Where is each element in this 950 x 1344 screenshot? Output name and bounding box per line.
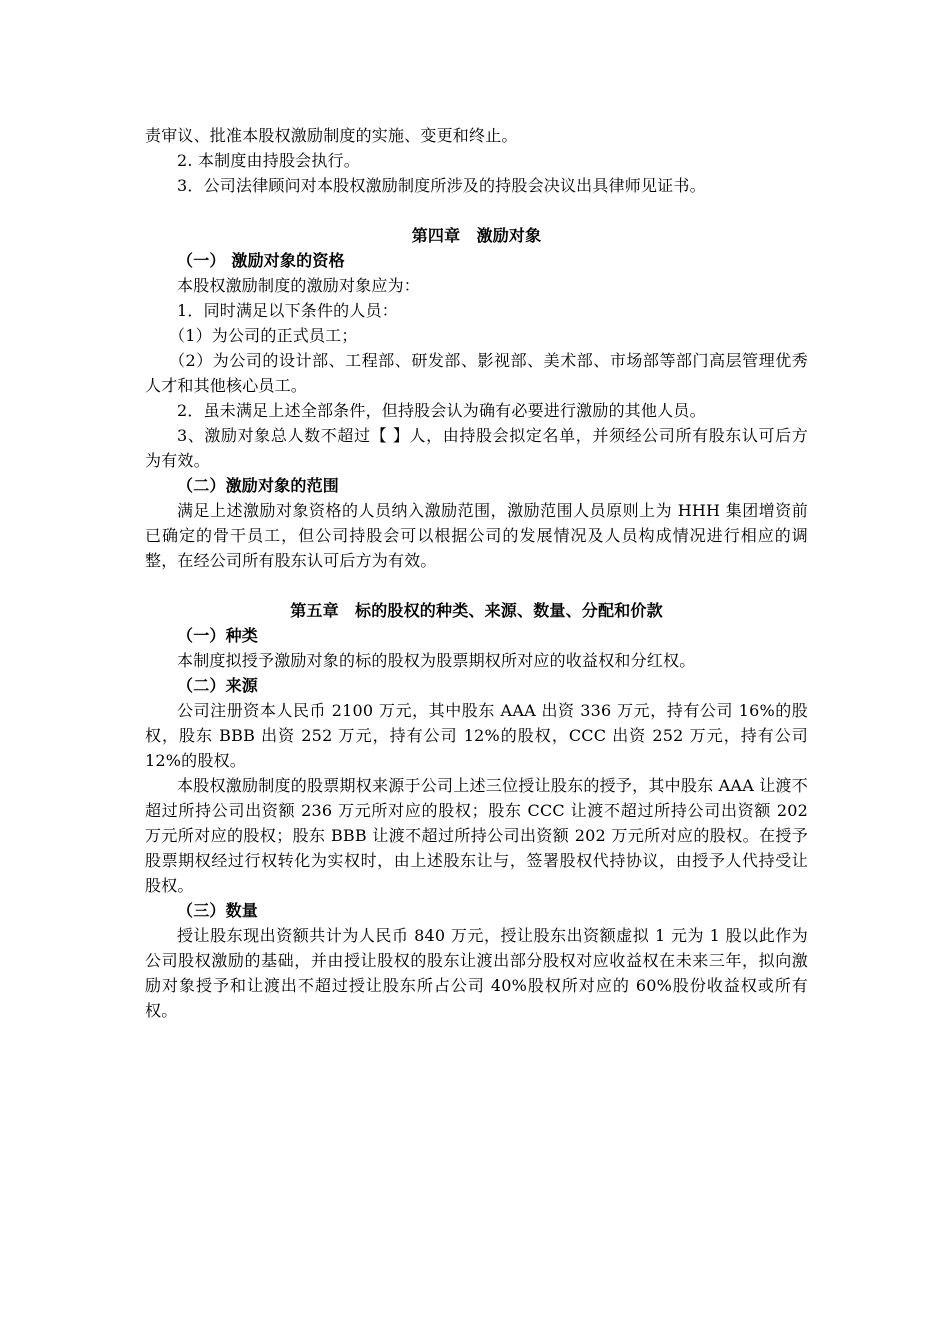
spacer	[145, 573, 808, 598]
chapter-5-title: 第五章 标的股权的种类、来源、数量、分配和价款	[290, 601, 663, 620]
section-heading-quantity: （三）数量	[177, 901, 259, 920]
paragraph-item-3: 3．公司法律顾问对本股权激励制度所涉及的持股会决议出具律师见证书。	[177, 176, 706, 195]
document-page	[145, 123, 808, 1023]
paragraph-scope: 满足上述激励对象资格的人员纳入激励范围，激励范围人员原则上为 HHH 集团增资前已确定的骨干员工，但公司持股会可以根据公司的发展情况及人员构成情况进行相应的调整，在经公司所有股东认可后方为有效。	[145, 501, 808, 570]
paragraph-condition-1: 1．同时满足以下条件的人员：	[177, 301, 398, 320]
paragraph-option-source: 本股权激励制度的股票期权来源于公司上述三位授让股东的授予，其中股东 AAA 让渡不超过所持公司出资额 236 万元所对应的股权；股东 CCC 让渡不超过所持公司出资额 202 万元所对应的股权；股东 BBB 让渡不超过所持公司出资额 202 万元所对应的股权。在授予股票期权经过行权转化为实权时，由上述股东让与，签署股权代持协议，由授予人代持受让股权。	[145, 776, 808, 895]
paragraph-quantity: 授让股东现出资额共计为人民币 840 万元，授让股东出资额虚拟 1 元为 1 股以此作为公司股权激励的基础，并由授让股权的股东让渡出部分股权对应收益权在未来三年，拟向激励对象授予和让渡出不超过授让股东所占公司 40%股权所对应的 60%股份收益权或所有权。	[145, 926, 808, 1020]
paragraph-continuation: 责审议、批准本股权激励制度的实施、变更和终止。	[145, 126, 518, 145]
paragraph-condition-2: 2．虽未满足上述全部条件，但持股会认为确有必要进行激励的其他人员。	[177, 401, 706, 420]
paragraph-condition-3: 3、激励对象总人数不超过【 】人，由持股会拟定名单，并须经公司所有股东认可后方为有效。	[145, 426, 808, 470]
paragraph-condition-1-2: （2）为公司的设计部、工程部、研发部、影视部、美术部、市场部等部门高层管理优秀人才和其他核心员工。	[145, 351, 808, 395]
paragraph-condition-1-1: （1）为公司的正式员工；	[169, 326, 358, 345]
paragraph-intro: 本股权激励制度的激励对象应为：	[177, 276, 421, 295]
section-heading-qualifications: （一） 激励对象的资格	[177, 251, 345, 270]
section-heading-source: （二）来源	[177, 676, 259, 695]
paragraph-type: 本制度拟授予激励对象的标的股权为股票期权所对应的收益权和分红权。	[177, 651, 696, 670]
chapter-4-title: 第四章 激励对象	[411, 226, 542, 245]
spacer	[145, 198, 808, 223]
section-heading-type: （一）种类	[177, 626, 259, 645]
paragraph-item-2: 2. 本制度由持股会执行。	[177, 151, 360, 170]
section-heading-scope: （二）激励对象的范围	[177, 476, 340, 495]
paragraph-capital: 公司注册资本人民币 2100 万元，其中股东 AAA 出资 336 万元，持有公司 16%的股权，股东 BBB 出资 252 万元，持有公司 12%的股权，CCC 出资 252 万元，持有公司 12%的股权。	[145, 701, 808, 770]
